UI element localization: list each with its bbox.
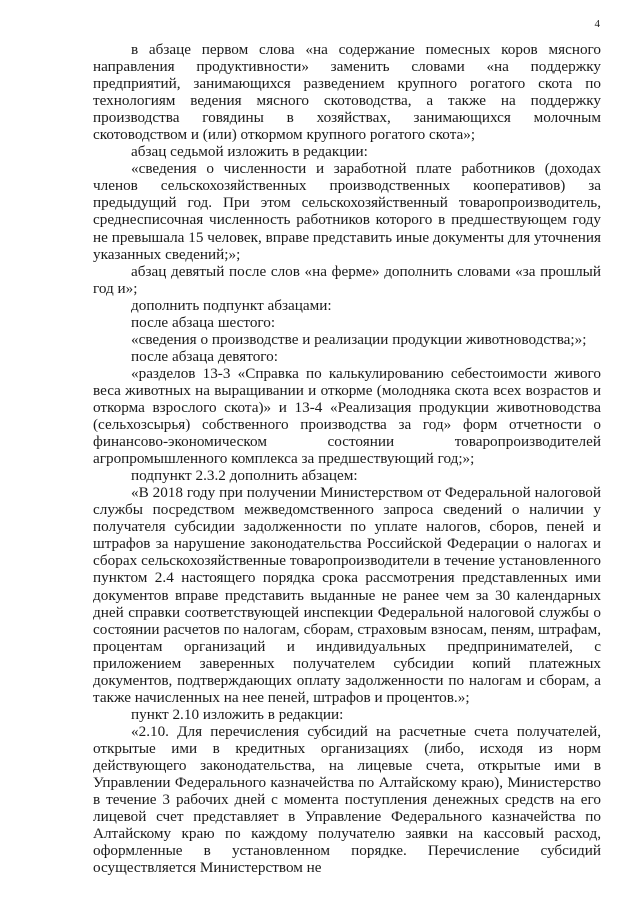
paragraph-4: абзац девятый после слов «на ферме» дополнить словами «за прошлый год и»; (93, 262, 601, 297)
paragraph-12: пункт 2.10 изложить в редакции: (131, 705, 344, 723)
paragraph-11: «В 2018 году при получении Министерством от Федеральной налоговой службы посредством межведомственного запроса сведений о наличии у получателя субсидии задолженности по уплате налогов, сборов, пеней и штрафов за нарушение законодательства Российской Федерации о налогах и сборах сельскохозяйственные товаропроизводители в течение установленного пунктом 2.4 настоящего порядка срока рассмотрения представленных ими документов вправе представить выданные не ранее чем за 30 календарных дней справки соответствующей инспекции Федеральной налоговой службы о состоянии расчетов по налогам, сборам, страховым взносам, пеням, штрафам, процентам организаций и индивидуальных предпринимателей, с приложением заверенных получателем субсидии копий платежных документов, подтверждающих оплату задолженности по налогам и сборам, а также начисленных на нее пеней, штрафов и процентов.»; (93, 484, 601, 706)
paragraph-1: в абзаце первом слова «на содержание помесных коров мясного направления продуктивности» заменить словами «на поддержку предприятий, занимающихся разведением крупного рогатого скота по технологиям ведения мясного скотоводства, а также на поддержку производства говядины в хозяйствах, занимающихся молочным скотоводством и (или) откормом крупного рогатого скота»; (93, 41, 601, 144)
paragraph-13: «2.10. Для перечисления субсидий на расчетные счета получателей, открытые ими в кредитных организациях (либо, исходя из норм действующего законодательства, на лицевые счета, открытые ими в Управлении Федерального казначейства по Алтайскому краю), Министерство в течение 3 рабочих дней с момента поступления денежных средств на его лицевой счет представляет в Управление Федерального казначейства по Алтайскому краю по каждому получателю заявки на кассовый расход, оформленные в установленном порядке. Перечисление субсидий осуществляется Министерством не (93, 722, 601, 877)
paragraph-8: после абзаца девятого: (131, 347, 278, 365)
paragraph-6: после абзаца шестого: (131, 313, 276, 331)
document-body (93, 41, 601, 876)
paragraph-3: «сведения о численности и заработной плате работников (доходах членов сельскохозяйственных производственных кооперативов) за предыдущий год. При этом сельскохозяйственный товаропроизводитель, среднесписочная численность работников которого в предшествующем году не превышала 15 человек, вправе представить иные документы для уточнения указанных сведений;»; (93, 160, 601, 263)
paragraph-5: дополнить подпункт абзацами: (131, 296, 332, 314)
paragraph-2: абзац седьмой изложить в редакции: (131, 143, 368, 161)
paragraph-9: «разделов 13-3 «Справка по калькулированию себестоимости живого веса животных на выращивании и откорме (молодняка скота всех возрастов и откорма взрослого скота)» и 13-4 «Реализация продукции животноводства (сельхозсырья) собственного производства за год» форм отчетности о финансово-экономическом состоянии товаропроизводителей агропромышленного комплекса за предшествующий год;»; (93, 364, 601, 468)
paragraph-7: «сведения о производстве и реализации продукции животноводства;»; (131, 330, 587, 348)
paragraph-10: подпункт 2.3.2 дополнить абзацем: (131, 467, 358, 485)
page-number: 4 (594, 18, 600, 30)
